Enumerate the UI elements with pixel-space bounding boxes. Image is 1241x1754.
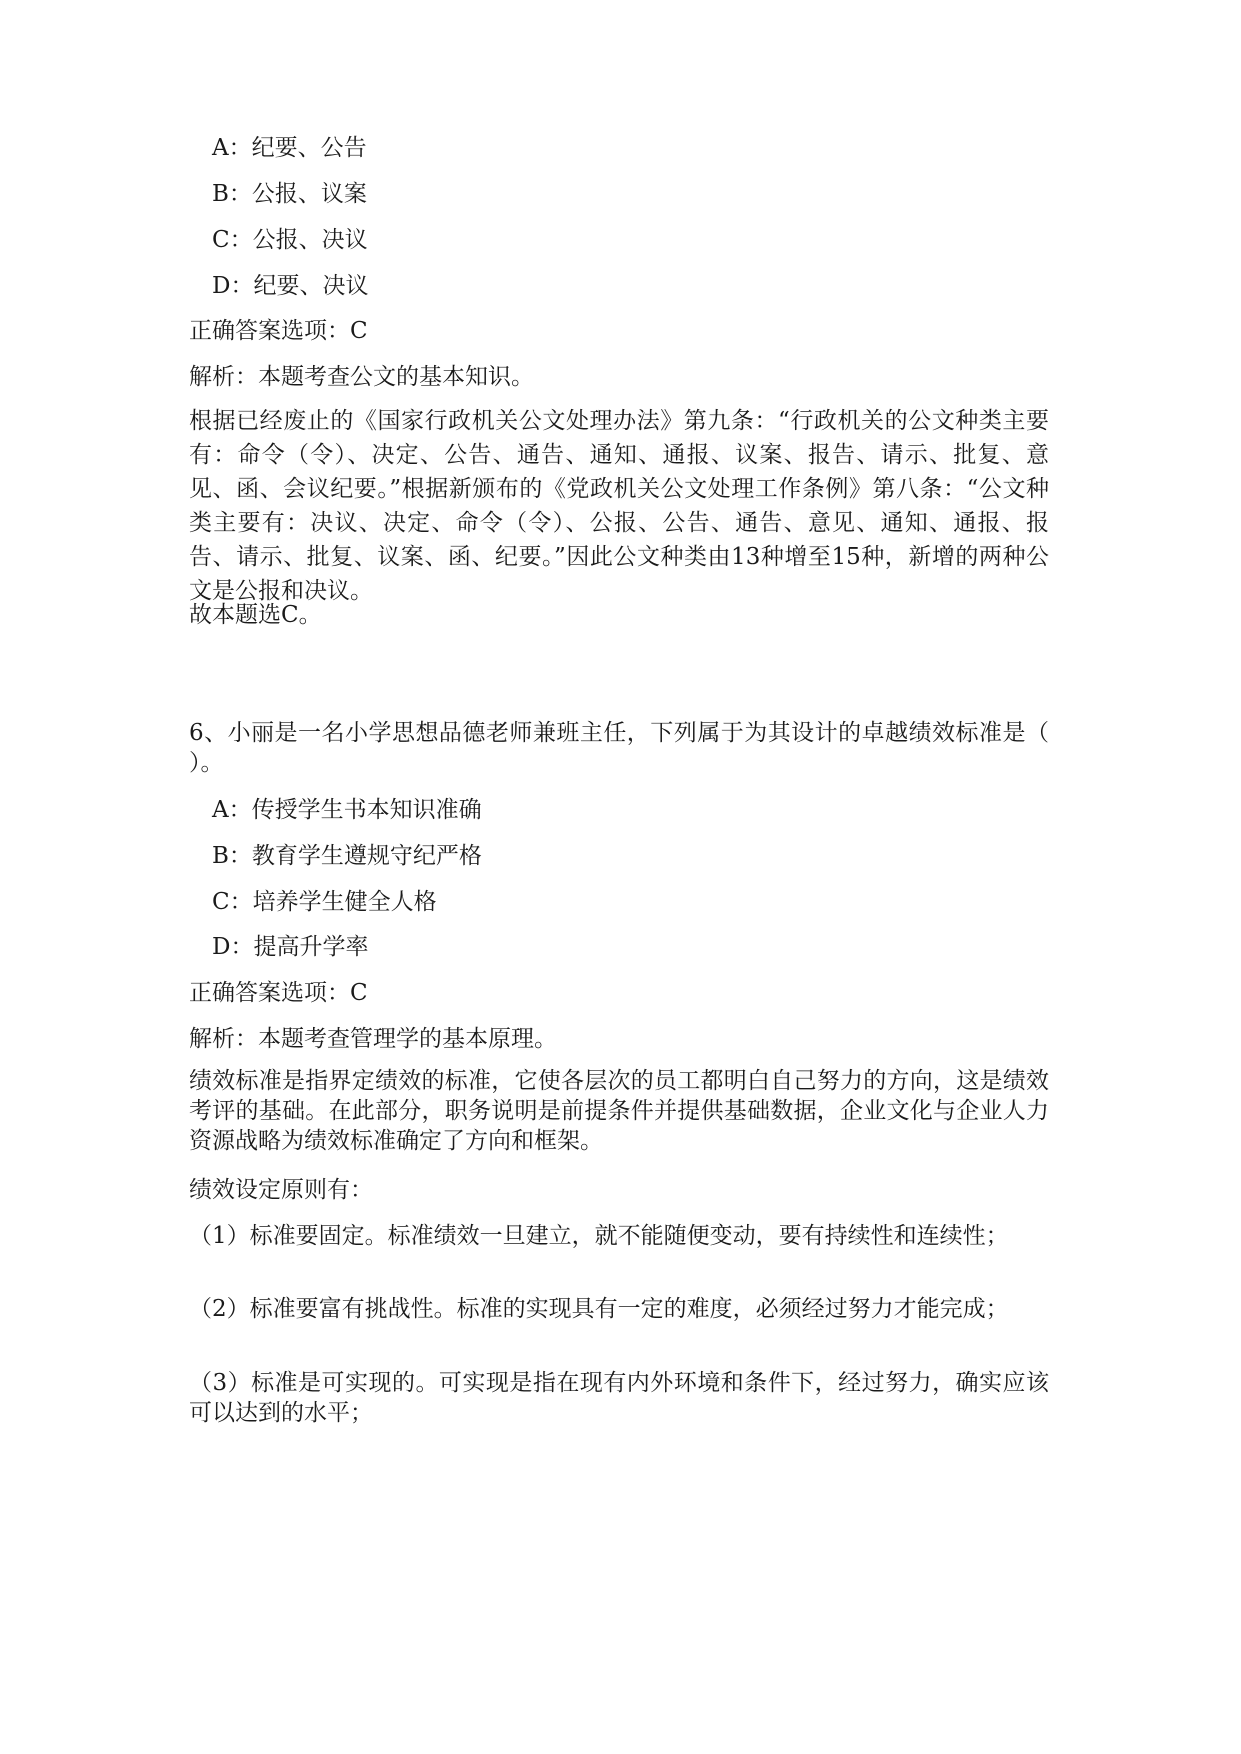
q6-option-c: C：培养学生健全人格 [212,889,437,915]
q6-option-a: A：传授学生书本知识准确 [212,797,482,823]
q5-conclusion: 故本题选C。 [189,602,322,628]
q6-option-d: D：提高升学率 [212,934,369,960]
q6-option-b: B：教育学生遵规守纪严格 [212,843,482,869]
q6-principle-3: （3）标准是可实现的。可实现是指在现有内外环境和条件下，经过努力，确实应该可以达到的水平； [189,1370,1049,1426]
q6-principle-2: （2）标准要富有挑战性。标准的实现具有一定的难度，必须经过努力才能完成； [189,1296,1009,1322]
q5-option-b: B：公报、议案 [212,181,367,207]
q5-answer: 正确答案选项：C [189,318,368,344]
q5-analysis-body: 根据已经废止的《国家行政机关公文处理办法》第九条：“行政机关的公文种类主要有：命令（令）、决定、公告、通告、通知、通报、议案、报告、请示、批复、意见、函、会议纪要。”根据新颁布的《党政机关公文处理工作条例》第八条：“公文种类主要有：决议、决定、命令（令）、公报、公告、通告、意见、通知、通报、报告、请示、批复、议案、函、纪要。”因此公文种类由13种增至15种，新增的两种公文是公报和决议。 [189,408,1049,604]
q6-answer: 正确答案选项：C [189,980,368,1006]
q5-analysis-title: 解析：本题考查公文的基本知识。 [189,364,534,390]
q5-option-d: D：纪要、决议 [212,273,369,299]
q6-question: 6、小丽是一名小学思想品德老师兼班主任，下列属于为其设计的卓越绩效标准是（ ）。 [189,720,1049,776]
q6-principles-title: 绩效设定原则有： [189,1177,373,1203]
q5-option-a: A：纪要、公告 [212,135,367,161]
q5-option-c: C：公报、决议 [212,227,368,253]
q6-principle-1: （1）标准要固定。标准绩效一旦建立，就不能随便变动，要有持续性和连续性； [189,1223,1009,1249]
q6-analysis-title: 解析：本题考查管理学的基本原理。 [189,1026,557,1052]
q6-analysis-body: 绩效标准是指界定绩效的标准，它使各层次的员工都明白自己努力的方向，这是绩效考评的基础。在此部分，职务说明是前提条件并提供基础数据，企业文化与企业人力资源战略为绩效标准确定了方向和框架。 [189,1068,1049,1154]
